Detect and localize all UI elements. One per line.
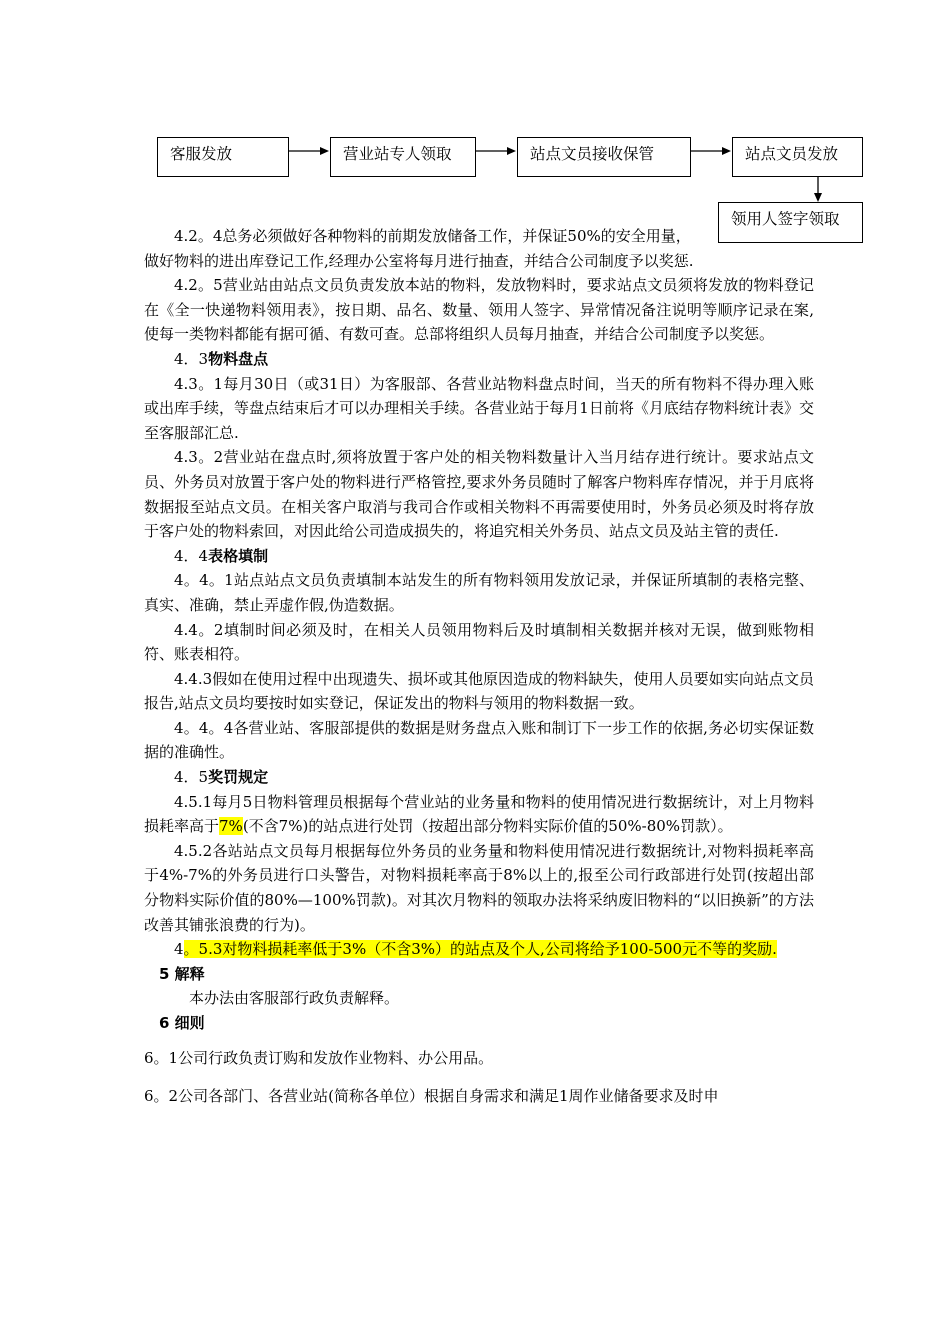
para-6-2: 6。2公司各部门、各营业站(简称各单位）根据自身需求和满足1周作业储备要求及时申 bbox=[144, 1087, 719, 1106]
section-4-4-label: 表格填制 bbox=[208, 546, 269, 565]
section-4-3-label: 物料盘点 bbox=[208, 349, 269, 368]
arrow-1-head bbox=[320, 147, 329, 155]
para-4-4-1: 4。4。1站点站点文员负责填制本站发生的所有物料领用发放记录，并保证所填制的表格完整、真实、准确，禁止弄虚作假,伪造数据。 bbox=[144, 571, 814, 614]
para-4-5-2: 4.5.2各站站点文员每月根据每位外务员的业务量和物料使用情况进行数据统计,对物料损耗率高于4%-7%的外务员进行口头警告，对物料损耗率高于8%以上的,报至公司行政部进行处罚(按超出部分物料实际价值的80%—100%罚款)。对其次月物料的领取办法将采纳废旧物料的“以旧换新”的方法改善其铺张浪费的行为)。 bbox=[144, 841, 814, 934]
flow-box-clerk-receive: 站点文员接收保管 bbox=[517, 137, 691, 177]
flow-arrows bbox=[0, 0, 950, 260]
para-4-5-1-part-a: 4.5.1每月5日物料管理员根据每个营业站的业务量和物料的使用情况进行数据统计，对上月物料损耗率高于 bbox=[144, 792, 814, 836]
para-4-2-5: 4.2。5营业站由站点文员负责发放本站的物料，发放物料时，要求站点文员须将发放的物料登记在《全一快递物料领用表》，按日期、品名、数量、领用人签字、异常情况备注说明等顺序记录在案,使每一类物料都能有据可循、有数可查。总部将组织人员每月抽查，并结合公司制度予以奖惩。 bbox=[144, 276, 814, 344]
para-4-5-3-prefix: 4 bbox=[174, 940, 184, 959]
section-4-5-num: 4．5 bbox=[174, 768, 209, 787]
para-4-5-1-part-b: (不含7%)的站点进行处罚（按超出部分物料实际价值的50%-80%罚款）。 bbox=[242, 817, 733, 836]
para-6-1: 6。1公司行政负责订购和发放作业物料、办公用品。 bbox=[144, 1048, 494, 1067]
section-4-3-heading bbox=[144, 347, 814, 372]
section-6-heading: 6 细则 bbox=[159, 1014, 205, 1032]
para-4-4-4: 4。4。4各营业站、客服部提供的数据是财务盘点入账和制订下一步工作的依据,务必切实保证数据的准确性。 bbox=[144, 718, 814, 762]
para-4-3-1: 4.3。1每月30日（或31日）为客服部、各营业站物料盘点时间，当天的所有物料不得办理入账或出库手续，等盘点结束后才可以办理相关手续。各营业站于每月1日前将《月底结存物料统计表》交至客服部汇总. bbox=[144, 374, 814, 442]
para-4-4-3: 4.4.3假如在使用过程中出现遗失、损坏或其他原因造成的物料缺失，使用人员要如实向站点文员报告,站点文员均要按时如实登记，保证发出的物料与领用的物料数据一致。 bbox=[144, 669, 814, 713]
arrow-2-head bbox=[507, 147, 516, 155]
para-4-5-1 bbox=[144, 790, 814, 839]
flow-box-station-pickup: 营业站专人领取 bbox=[330, 137, 476, 177]
highlight-7-percent: 7% bbox=[219, 817, 243, 836]
section-4-5-label: 奖罚规定 bbox=[208, 768, 269, 787]
section-4-5-heading bbox=[144, 765, 814, 790]
para-4-2-4-cont: 做好物料的进出库登记工作,经理办公室将每月进行抽查，并结合公司制度予以奖惩. bbox=[144, 251, 694, 270]
para-4-3-2: 4.3。2营业站在盘点时,须将放置于客户处的相关物料数量计入当月结存进行统计。要求站点文员、外务员对放置于客户处的物料进行严格管控,要求外务员随时了解客户物料库存情况，并于月底将数据报至站点文员。在相关客户取消与我司合作或相关物料不再需要使用时，外务员必须及时将存放于客户处的物料索回，对因此给公司造成损失的，将追究相关外务员、站点文员及站主管的责任. bbox=[144, 448, 814, 541]
arrow-3-head bbox=[722, 147, 731, 155]
para-4-2-4: 4.2。4总务必须做好各种物料的前期发放储备工作，并保证50%的安全用量， bbox=[174, 227, 691, 245]
highlight-reward: 。5.3对物料损耗率低于3%（不含3%）的站点及个人,公司将给予100-500元不等的奖励. bbox=[183, 940, 777, 959]
flow-box-customer-service: 客服发放 bbox=[157, 137, 289, 177]
section-4-3-num: 4．3 bbox=[174, 349, 209, 368]
flow-box-user-sign: 领用人签字领取 bbox=[718, 202, 863, 243]
flowchart bbox=[0, 0, 950, 260]
arrow-4-head bbox=[814, 193, 822, 202]
para-4-5-3 bbox=[144, 937, 814, 962]
para-4-4-2: 4.4。2填制时间必须及时，在相关人员领用物料后及时填制相关数据并核对无误，做到账物相符、账表相符。 bbox=[144, 620, 814, 664]
section-4-4-num: 4．4 bbox=[174, 546, 209, 565]
para-5: 本办法由客服部行政负责解释。 bbox=[189, 989, 400, 1008]
section-4-4-heading bbox=[144, 544, 814, 569]
flow-box-clerk-issue: 站点文员发放 bbox=[732, 137, 863, 177]
section-5-heading: 5 解释 bbox=[159, 964, 205, 983]
document-body bbox=[144, 224, 814, 1109]
